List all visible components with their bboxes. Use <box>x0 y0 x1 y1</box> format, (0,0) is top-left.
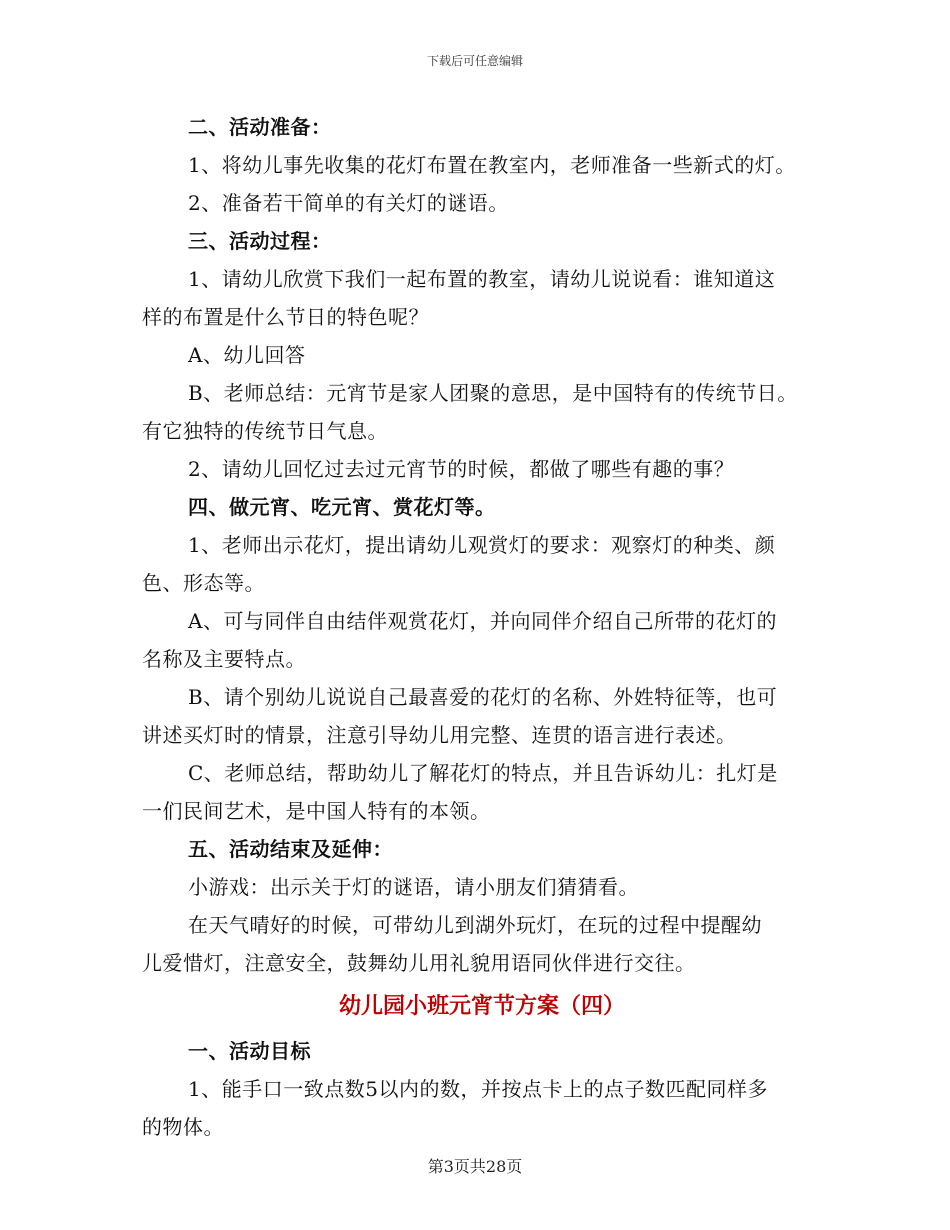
page-footer: 第3页共28页 <box>427 1157 523 1176</box>
paragraph-line: 1、请幼儿欣赏下我们一起布置的教室，请幼儿说说看：谁知道这 <box>188 267 776 291</box>
paragraph-line: 1、将幼儿事先收集的花灯布置在教室内，老师准备一些新式的灯。 <box>188 153 796 177</box>
section-heading: 五、活动结束及延伸： <box>188 837 393 861</box>
paragraph-line: 2、请幼儿回忆过去过元宵节的时候，都做了哪些有趣的事？ <box>188 457 735 481</box>
paragraph-line: 2、准备若干简单的有关灯的谜语。 <box>188 191 509 215</box>
paragraph-line: 一们民间艺术，是中国人特有的本领。 <box>142 799 491 823</box>
paragraph-line: A、幼儿回答 <box>188 343 306 367</box>
paragraph-line: 儿爱惜灯，注意安全，鼓舞幼儿用礼貌用语同伙伴进行交往。 <box>142 951 696 975</box>
paragraph-line: 1、能手口一致点数5以内的数，并按点卡上的点子数匹配同样多 <box>188 1077 768 1101</box>
section-heading: 四、做元宵、吃元宵、赏花灯等。 <box>188 495 496 519</box>
paragraph-line: A、可与同伴自由结伴观赏花灯，并向同伴介绍自己所带的花灯的 <box>188 609 777 633</box>
paragraph-line: 在天气晴好的时候，可带幼儿到湖外玩灯，在玩的过程中提醒幼 <box>188 913 762 937</box>
paragraph-line: 1、老师出示花灯，提出请幼儿观赏灯的要求：观察灯的种类、颜 <box>188 533 776 557</box>
section-heading: 二、活动准备： <box>188 115 332 139</box>
paragraph-line: 样的布置是什么节日的特色呢？ <box>142 305 429 329</box>
paragraph-line: B、老师总结：元宵节是家人团聚的意思，是中国特有的传统节日。 <box>188 381 798 405</box>
document-body <box>142 108 822 1146</box>
paragraph-line: 讲述买灯时的情景，注意引导幼儿用完整、连贯的语言进行表述。 <box>142 723 737 747</box>
paragraph-line: 名称及主要特点。 <box>142 647 306 671</box>
page-header: 下载后可任意编辑 <box>426 54 523 68</box>
paragraph-line: 小游戏：出示关于灯的谜语，请小朋友们猜猜看。 <box>188 875 639 899</box>
section-heading: 三、活动过程： <box>188 229 332 253</box>
section-title: 幼儿园小班元宵节方案（四） <box>338 994 625 1019</box>
paragraph-line: C、老师总结，帮助幼儿了解花灯的特点，并且告诉幼儿：扎灯是 <box>188 761 778 785</box>
paragraph-line: B、请个别幼儿说说自己最喜爱的花灯的名称、外姓特征等，也可 <box>188 685 778 709</box>
paragraph-line: 有它独特的传统节日气息。 <box>142 419 388 443</box>
paragraph-line: 的物体。 <box>142 1115 224 1139</box>
section-heading: 一、活动目标 <box>188 1039 311 1063</box>
paragraph-line: 色、形态等。 <box>142 571 265 595</box>
